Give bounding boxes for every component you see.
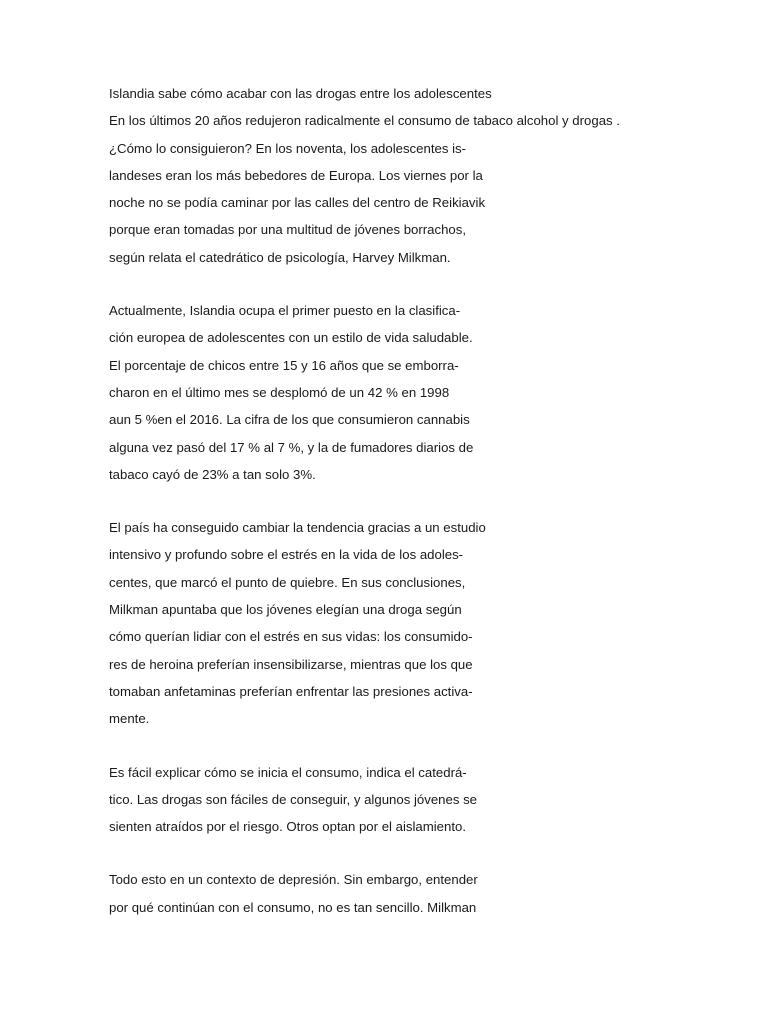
article-body (109, 84, 620, 925)
text-line: ¿Cómo lo consiguieron? En los noventa, los adolescentes is- (109, 140, 466, 156)
text-line: cómo querían lidiar con el estrés en sus vidas: los consumido- (109, 629, 473, 645)
paragraph-intro (109, 84, 620, 275)
text-line: noche no se podía caminar por las calles del centro de Reikiavik (109, 195, 486, 211)
text-line: ción europea de adolescentes con un estilo de vida saludable. (109, 330, 473, 346)
text-line: En los últimos 20 años redujeron radicalmente el consumo de tabaco alcohol y drogas . (109, 113, 620, 129)
paragraph-spacer (109, 275, 529, 301)
text-line: mente. (109, 711, 150, 727)
text-line: Todo esto en un contexto de depresión. Sin embargo, entender (109, 872, 478, 888)
paragraph-spacer (109, 737, 529, 763)
text-line: Actualmente, Islandia ocupa el primer puesto en la clasifica- (109, 303, 461, 319)
text-line: tomaban anfetaminas preferían enfrentar las presiones activa- (109, 683, 473, 699)
text-line: por qué continúan con el consumo, no es tan sencillo. Milkman (109, 899, 477, 915)
paragraph-consumption (109, 763, 529, 845)
paragraph-spacer (109, 492, 529, 518)
text-line: tico. Las drogas son fáciles de conseguir, y algunos jóvenes se (109, 791, 478, 807)
text-line: tabaco cayó de 23% a tan solo 3%. (109, 466, 316, 482)
paragraph-depression (109, 870, 529, 925)
text-line: res de heroina preferían insensibilizarse, mientras que los que (109, 656, 473, 672)
text-line: El país ha conseguido cambiar la tendencia gracias a un estudio (109, 520, 486, 536)
text-line: El porcentaje de chicos entre 15 y 16 años que se emborra- (109, 357, 459, 373)
text-line: charon en el último mes se desplomó de un 42 % en 1998 (109, 384, 450, 400)
text-line: centes, que marcó el punto de quiebre. En sus conclusiones, (109, 574, 466, 590)
text-line: intensivo y profundo sobre el estrés en la vida de los adoles- (109, 547, 464, 563)
text-line: aun 5 %en el 2016. La cifra de los que consumieron cannabis (109, 412, 470, 428)
text-line: Milkman apuntaba que los jóvenes elegían una droga según (109, 602, 462, 618)
text-line: sienten atraídos por el riesgo. Otros optan por el aislamiento. (109, 819, 466, 835)
paragraph-spacer (109, 844, 529, 870)
article-title: Islandia sabe cómo acabar con las drogas entre los adolescentes (109, 86, 492, 101)
text-line: Es fácil explicar cómo se inicia el consumo, indica el catedrá- (109, 764, 467, 780)
paragraph-statistics (109, 301, 529, 492)
text-line: según relata el catedrático de psicología, Harvey Milkman. (109, 249, 451, 265)
text-line: porque eran tomadas por una multitud de jóvenes borrachos, (109, 222, 467, 238)
text-line: alguna vez pasó del 17 % al 7 %, y la de fumadores diarios de (109, 439, 474, 455)
text-line: landeses eran los más bebedores de Europa. Los viernes por la (109, 167, 483, 183)
paragraph-study (109, 518, 529, 736)
